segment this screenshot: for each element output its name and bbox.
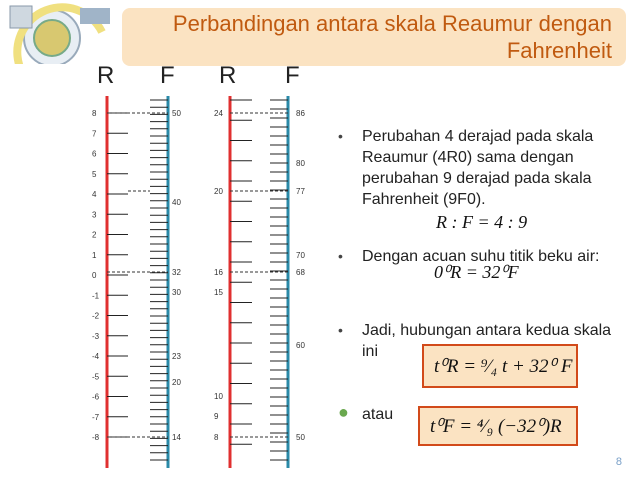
reaumur-tick-label: -1 — [92, 291, 100, 301]
header-r-right: R — [219, 62, 237, 89]
bullet-dot-icon: • — [338, 128, 343, 144]
fahrenheit-tick-label: 32 — [172, 268, 181, 277]
fahrenheit-tick-label: 30 — [172, 288, 181, 297]
fahrenheit-tick-label: 60 — [296, 341, 305, 350]
header-r-left: R — [97, 62, 115, 89]
equation-box-1 — [422, 344, 578, 388]
fahrenheit-tick-label: 77 — [296, 187, 305, 196]
bullet-dot-icon: • — [338, 322, 343, 338]
bullet-text: Jadi, hubungan antara kedua skala ini — [362, 322, 612, 360]
reaumur-tick-label: 6 — [92, 149, 97, 159]
reaumur-tick-label: 3 — [92, 210, 97, 220]
header-f-left: F — [160, 62, 175, 89]
bullet-dot-icon: • — [338, 248, 343, 264]
fahrenheit-tick-label: 23 — [172, 352, 181, 361]
equation-freezing: 0⁰R = 32⁰F — [434, 262, 519, 282]
reaumur-tick-label: 20 — [214, 187, 223, 196]
reaumur-tick-label: 1 — [92, 250, 97, 260]
reaumur-tick-label: 7 — [92, 129, 97, 139]
reaumur-tick-label: 24 — [214, 109, 223, 118]
equation-box-2 — [418, 406, 578, 446]
reaumur-tick-label: -2 — [92, 311, 100, 321]
fahrenheit-tick-label: 14 — [172, 433, 181, 442]
reaumur-tick-label: 8 — [214, 433, 219, 442]
slide-title: Perbandingan antara skala Reaumur dengan Fahrenheit — [172, 11, 612, 63]
reaumur-tick-label: -3 — [92, 331, 100, 341]
reaumur-tick-label: 0 — [92, 271, 97, 280]
bullet-text: Perubahan 4 derajad pada skala Reaumur (4R0) sama dengan perubahan 9 derajad pada skala Fahrenheit (9F0). — [362, 128, 594, 208]
reaumur-tick-label: 15 — [214, 288, 223, 297]
fahrenheit-tick-label: 50 — [172, 109, 181, 118]
reaumur-tick-label: -5 — [92, 372, 100, 382]
reaumur-tick-label: 10 — [214, 392, 223, 401]
reaumur-tick-label: 16 — [214, 268, 223, 277]
fahrenheit-tick-label: 20 — [172, 378, 181, 387]
equation-relation-1: t⁰R = ⁹⁄₄ t + 32⁰ F — [434, 356, 573, 377]
fahrenheit-tick-label: 50 — [296, 433, 305, 442]
fahrenheit-tick-label: 86 — [296, 109, 305, 118]
reaumur-tick-label: -4 — [92, 352, 100, 361]
bullet-text: Dengan acuan suhu titik beku air: — [362, 248, 600, 265]
equation-relation-2: t⁰F = ⁴⁄₉ (−32⁰)R — [430, 416, 562, 437]
fahrenheit-tick-label: 68 — [296, 268, 305, 277]
reaumur-tick-label: -7 — [92, 412, 100, 422]
fahrenheit-tick-label: 70 — [296, 251, 305, 260]
bullet-text: atau — [362, 406, 394, 423]
reaumur-tick-label: 9 — [214, 412, 219, 421]
reaumur-tick-label: 4 — [92, 190, 97, 199]
reaumur-tick-label: 5 — [92, 169, 97, 179]
bullet-dot-icon: ● — [338, 402, 349, 422]
equation-ratio: R : F = 4 : 9 — [436, 212, 528, 232]
reaumur-tick-label: -8 — [92, 433, 100, 442]
reaumur-tick-label: -6 — [92, 392, 100, 402]
page-number: 8 — [615, 456, 622, 468]
header-f-right: F — [285, 62, 300, 89]
reaumur-tick-label: 8 — [92, 109, 97, 118]
fahrenheit-tick-label: 80 — [296, 159, 305, 168]
fahrenheit-tick-label: 40 — [172, 198, 181, 207]
reaumur-tick-label: 2 — [92, 230, 97, 240]
